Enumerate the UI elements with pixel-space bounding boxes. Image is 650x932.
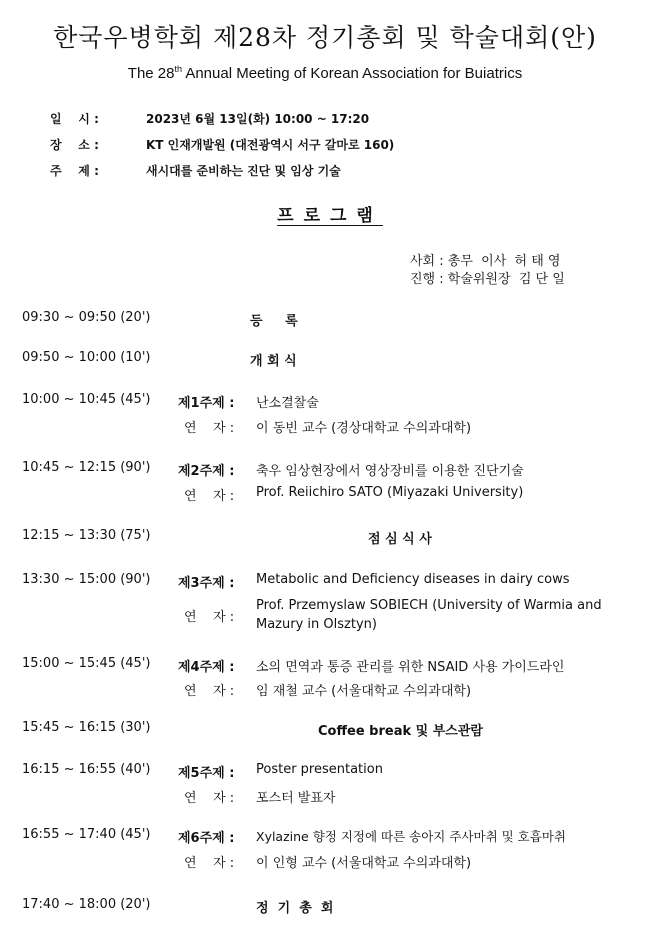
session-time: 16:15 ~ 16:55 (40'): [22, 762, 151, 777]
speaker-label: 연 자 :: [184, 489, 235, 504]
info-theme-value: 새시대를 준비하는 진단 및 임상 기술: [146, 164, 341, 178]
speaker-name: Prof. Reiichiro SATO (Miyazaki University): [256, 485, 524, 500]
subtitle-ordinal-suffix: th: [174, 64, 182, 74]
topic-label: 제6주제 :: [178, 831, 235, 846]
session-time: 15:45 ~ 16:15 (30'): [22, 720, 151, 735]
topic-title: 난소결찰술: [256, 396, 319, 411]
program-heading: [0, 201, 650, 226]
topic-label: 제1주제 :: [178, 396, 235, 411]
speaker-label: 연 자 :: [184, 856, 235, 871]
subtitle-prefix: The 28: [127, 65, 175, 82]
session-time: 10:45 ~ 12:15 (90'): [22, 460, 151, 475]
topic-label: 제3주제 :: [178, 576, 235, 591]
session-label: Coffee break 및 부스관람: [318, 724, 483, 739]
document-title: 한국우병학회 제28차 정기총회 및 학술대회(안): [53, 23, 597, 52]
speaker-name: 이 동빈 교수 (경상대학교 수의과대학): [256, 421, 472, 436]
topic-title: Metabolic and Deficiency diseases in dairy cows: [256, 572, 570, 587]
speaker-name: 임 재철 교수 (서울대학교 수의과대학): [256, 684, 472, 699]
session-time: 13:30 ~ 15:00 (90'): [22, 572, 151, 587]
session-time: 16:55 ~ 17:40 (45'): [22, 827, 151, 842]
session-time: 09:50 ~ 10:00 (10'): [22, 350, 151, 365]
speaker-name: Prof. Przemyslaw SOBIECH (University of Warmia and Mazury in Olsztyn): [256, 598, 602, 632]
host-chair: 진행 : 학술위원장 김 단 일: [410, 272, 565, 287]
speaker-label: 연 자 :: [184, 610, 235, 625]
info-place-label: 장 소 :: [50, 138, 99, 152]
program-heading-text: 프로그램: [277, 206, 383, 226]
speaker-label: 연 자 :: [184, 791, 235, 806]
session-label: 등 록: [250, 314, 298, 329]
speaker-label: 연 자 :: [184, 421, 235, 436]
host-mc: 사회 : 총무 이사 허 태 영: [410, 254, 561, 269]
speaker-name: 포스터 발표자: [256, 791, 336, 806]
topic-label: 제2주제 :: [178, 464, 235, 479]
topic-title: 소의 면역과 통증 관리를 위한 NSAID 사용 가이드라인: [256, 660, 565, 675]
session-label: 점 심 식 사: [368, 532, 432, 547]
topic-title: 축우 임상현장에서 영상장비를 이용한 진단기술: [256, 464, 524, 479]
topic-label: 제4주제 :: [178, 660, 235, 675]
topic-title: Xylazine 향정 지정에 따른 송아지 주사마취 및 호흡마취: [256, 829, 566, 844]
topic-label: 제5주제 :: [178, 766, 235, 781]
subtitle-rest: Annual Meeting of Korean Association for Buiatrics: [182, 65, 523, 82]
info-place-value: KT 인재개발원 (대전광역시 서구 갈마로 160): [146, 138, 395, 152]
speaker-label: 연 자 :: [184, 684, 235, 699]
session-time: 15:00 ~ 15:45 (45'): [22, 656, 151, 671]
document-subtitle: [0, 64, 650, 82]
info-theme-label: 주 제 :: [50, 164, 99, 178]
session-time: 10:00 ~ 10:45 (45'): [22, 392, 151, 407]
session-time: 12:15 ~ 13:30 (75'): [22, 528, 151, 543]
speaker-name: 이 인형 교수 (서울대학교 수의과대학): [256, 856, 472, 871]
session-time: 17:40 ~ 18:00 (20'): [22, 897, 151, 912]
info-date-label: 일 시 :: [50, 112, 99, 126]
session-time: 09:30 ~ 09:50 (20'): [22, 310, 151, 325]
info-date-value: 2023년 6월 13일(화) 10:00 ~ 17:20: [146, 112, 370, 126]
topic-title: Poster presentation: [256, 762, 383, 777]
session-label: 개 회 식: [250, 354, 297, 369]
session-label: 정 기 총 회: [256, 901, 334, 916]
